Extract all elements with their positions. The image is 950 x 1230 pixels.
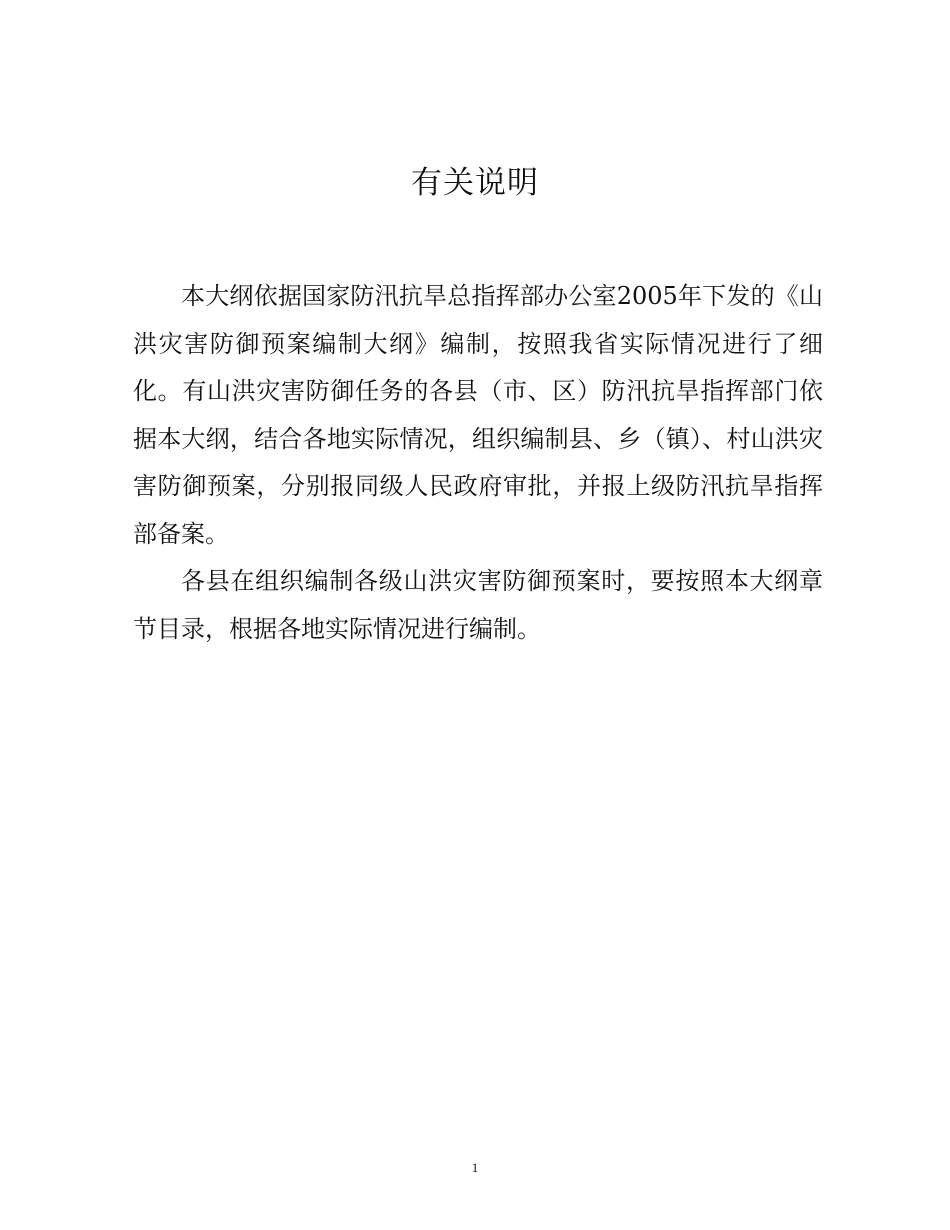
paragraph-2: 各县在组织编制各级山洪灾害防御预案时，要按照本大纲章节目录，根据各地实际情况进行编制。: [133, 567, 823, 643]
page-title: 有关说明: [411, 165, 539, 201]
page-number: 1: [471, 1160, 479, 1175]
paragraph-1: 本大纲依据国家防汛抗旱总指挥部办公室2005年下发的《山洪灾害防御预案编制大纲》编制，按照我省实际情况进行了细化。有山洪灾害防御任务的各县（市、区）防汛抗旱指挥部门依据本大纲，结合各地实际情况，组织编制县、乡（镇）、村山洪灾害防御预案，分别报同级人民政府审批，并报上级防汛抗旱指挥部备案。: [133, 282, 823, 548]
body-text: [133, 273, 823, 653]
